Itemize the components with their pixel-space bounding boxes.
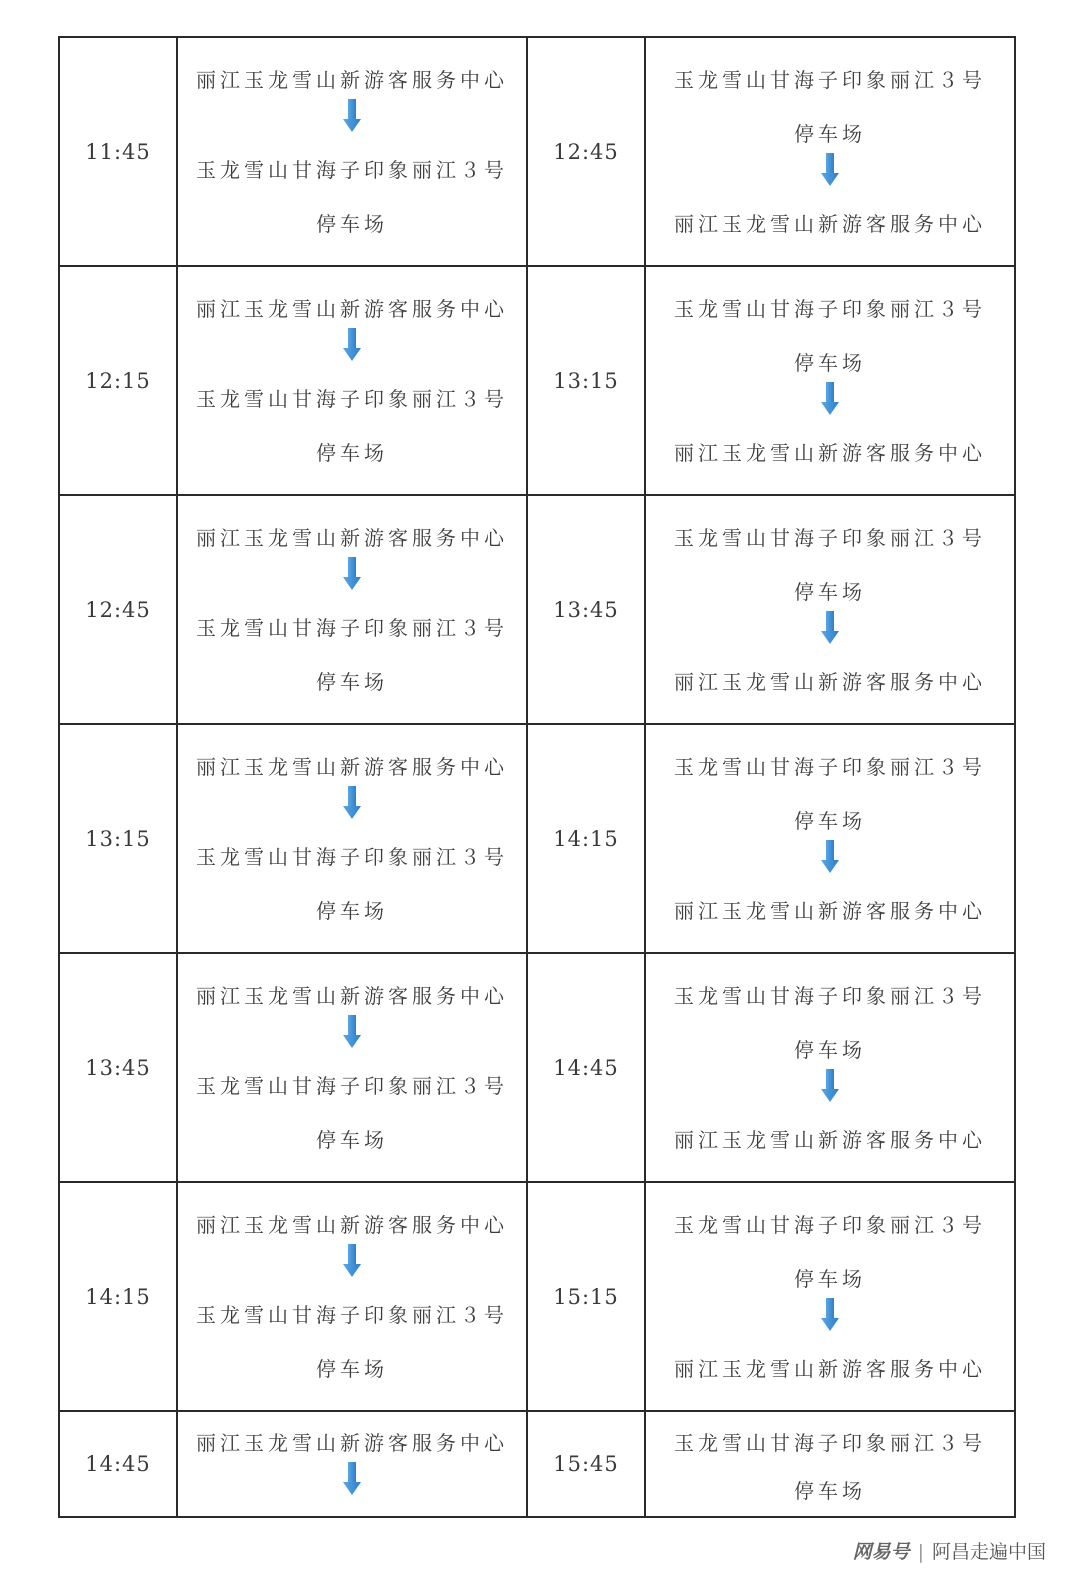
inbound-route-cell <box>645 1411 1015 1517</box>
return-time: 13:45 <box>553 597 619 622</box>
inbound-origin: 玉龙雪山甘海子印象丽江３号 <box>674 525 986 550</box>
inbound-origin: 玉龙雪山甘海子印象丽江３号 <box>674 296 986 321</box>
depart-time: 11:45 <box>85 139 151 164</box>
return-time-cell <box>527 1182 645 1411</box>
depart-time: 12:15 <box>85 368 151 393</box>
outbound-origin: 丽江玉龙雪山新游客服务中心 <box>196 1212 508 1237</box>
down-arrow-icon <box>821 1298 839 1332</box>
return-time-cell <box>527 953 645 1182</box>
depart-time: 13:45 <box>85 1055 151 1080</box>
table-row <box>59 266 1015 495</box>
outbound-destination-cont: 停车场 <box>316 440 388 465</box>
inbound-origin-cont: 停车场 <box>794 808 866 833</box>
inbound-destination: 丽江玉龙雪山新游客服务中心 <box>674 1127 986 1152</box>
outbound-route-cell <box>177 953 527 1182</box>
outbound-origin: 丽江玉龙雪山新游客服务中心 <box>196 525 508 550</box>
outbound-destination-cont: 停车场 <box>316 898 388 923</box>
depart-time: 13:15 <box>85 826 151 851</box>
outbound-origin: 丽江玉龙雪山新游客服务中心 <box>196 296 508 321</box>
outbound-destination-cont: 停车场 <box>316 211 388 236</box>
down-arrow-icon <box>343 786 361 820</box>
outbound-origin: 丽江玉龙雪山新游客服务中心 <box>196 67 508 92</box>
source-watermark <box>853 1537 1046 1564</box>
inbound-route-cell <box>645 1182 1015 1411</box>
inbound-route-cell <box>645 953 1015 1182</box>
inbound-destination: 丽江玉龙雪山新游客服务中心 <box>674 1356 986 1381</box>
inbound-route-cell <box>645 724 1015 953</box>
outbound-route-cell <box>177 37 527 266</box>
inbound-destination: 丽江玉龙雪山新游客服务中心 <box>674 211 986 236</box>
inbound-origin-cont: 停车场 <box>794 1266 866 1291</box>
down-arrow-icon <box>821 382 839 416</box>
outbound-destination-cont: 停车场 <box>316 1127 388 1152</box>
outbound-destination: 玉龙雪山甘海子印象丽江３号 <box>196 386 508 411</box>
depart-time-cell <box>59 1182 177 1411</box>
bus-schedule-table <box>58 36 1016 1518</box>
watermark-author: 阿昌走遍中国 <box>931 1541 1046 1563</box>
inbound-destination: 丽江玉龙雪山新游客服务中心 <box>674 898 986 923</box>
depart-time: 12:45 <box>85 597 151 622</box>
outbound-origin: 丽江玉龙雪山新游客服务中心 <box>196 754 508 779</box>
outbound-destination: 玉龙雪山甘海子印象丽江３号 <box>196 1302 508 1327</box>
watermark-separator: | <box>917 1541 924 1563</box>
outbound-route-cell <box>177 724 527 953</box>
return-time-cell <box>527 1411 645 1517</box>
depart-time-cell <box>59 495 177 724</box>
inbound-route-cell <box>645 266 1015 495</box>
inbound-origin: 玉龙雪山甘海子印象丽江３号 <box>674 1431 986 1455</box>
inbound-origin-cont: 停车场 <box>794 121 866 146</box>
return-time: 14:45 <box>553 1055 619 1080</box>
watermark-logo: 网易号 <box>852 1541 910 1563</box>
outbound-destination: 玉龙雪山甘海子印象丽江３号 <box>196 1073 508 1098</box>
depart-time: 14:15 <box>85 1284 151 1309</box>
down-arrow-icon <box>343 99 361 133</box>
inbound-origin: 玉龙雪山甘海子印象丽江３号 <box>674 983 986 1008</box>
table-row <box>59 724 1015 953</box>
inbound-origin-cont: 停车场 <box>794 579 866 604</box>
depart-time-cell <box>59 953 177 1182</box>
return-time: 13:15 <box>553 368 619 393</box>
outbound-route-cell <box>177 1411 527 1517</box>
outbound-destination-cont: 停车场 <box>316 669 388 694</box>
inbound-origin: 玉龙雪山甘海子印象丽江３号 <box>674 754 986 779</box>
table-row <box>59 1182 1015 1411</box>
table-row <box>59 495 1015 724</box>
depart-time-cell <box>59 724 177 953</box>
outbound-origin: 丽江玉龙雪山新游客服务中心 <box>196 1431 508 1455</box>
return-time: 12:45 <box>553 139 619 164</box>
down-arrow-icon <box>821 611 839 645</box>
return-time-cell <box>527 724 645 953</box>
inbound-origin-cont: 停车场 <box>794 1479 866 1503</box>
inbound-origin: 玉龙雪山甘海子印象丽江３号 <box>674 1212 986 1237</box>
down-arrow-icon <box>343 557 361 591</box>
return-time: 15:15 <box>553 1284 619 1309</box>
depart-time-cell <box>59 1411 177 1517</box>
outbound-destination: 玉龙雪山甘海子印象丽江３号 <box>196 844 508 869</box>
outbound-destination-cont: 停车场 <box>316 1356 388 1381</box>
return-time-cell <box>527 266 645 495</box>
depart-time: 14:45 <box>85 1452 151 1476</box>
inbound-origin-cont: 停车场 <box>794 1037 866 1062</box>
return-time-cell <box>527 495 645 724</box>
inbound-origin: 玉龙雪山甘海子印象丽江３号 <box>674 67 986 92</box>
down-arrow-icon <box>821 840 839 874</box>
outbound-route-cell <box>177 1182 527 1411</box>
inbound-origin-cont: 停车场 <box>794 350 866 375</box>
inbound-route-cell <box>645 495 1015 724</box>
down-arrow-icon <box>343 1015 361 1049</box>
down-arrow-icon <box>821 153 839 187</box>
down-arrow-icon <box>821 1069 839 1103</box>
down-arrow-icon <box>343 1244 361 1278</box>
inbound-destination: 丽江玉龙雪山新游客服务中心 <box>674 669 986 694</box>
return-time-cell <box>527 37 645 266</box>
down-arrow-icon <box>343 328 361 362</box>
outbound-destination: 玉龙雪山甘海子印象丽江３号 <box>196 615 508 640</box>
down-arrow-icon <box>343 1462 361 1496</box>
outbound-origin: 丽江玉龙雪山新游客服务中心 <box>196 983 508 1008</box>
table-row <box>59 1411 1015 1517</box>
table-row <box>59 953 1015 1182</box>
inbound-route-cell <box>645 37 1015 266</box>
table-row <box>59 37 1015 266</box>
depart-time-cell <box>59 37 177 266</box>
outbound-route-cell <box>177 495 527 724</box>
return-time: 14:15 <box>553 826 619 851</box>
outbound-destination: 玉龙雪山甘海子印象丽江３号 <box>196 157 508 182</box>
inbound-destination: 丽江玉龙雪山新游客服务中心 <box>674 440 986 465</box>
outbound-route-cell <box>177 266 527 495</box>
return-time: 15:45 <box>553 1452 619 1476</box>
depart-time-cell <box>59 266 177 495</box>
